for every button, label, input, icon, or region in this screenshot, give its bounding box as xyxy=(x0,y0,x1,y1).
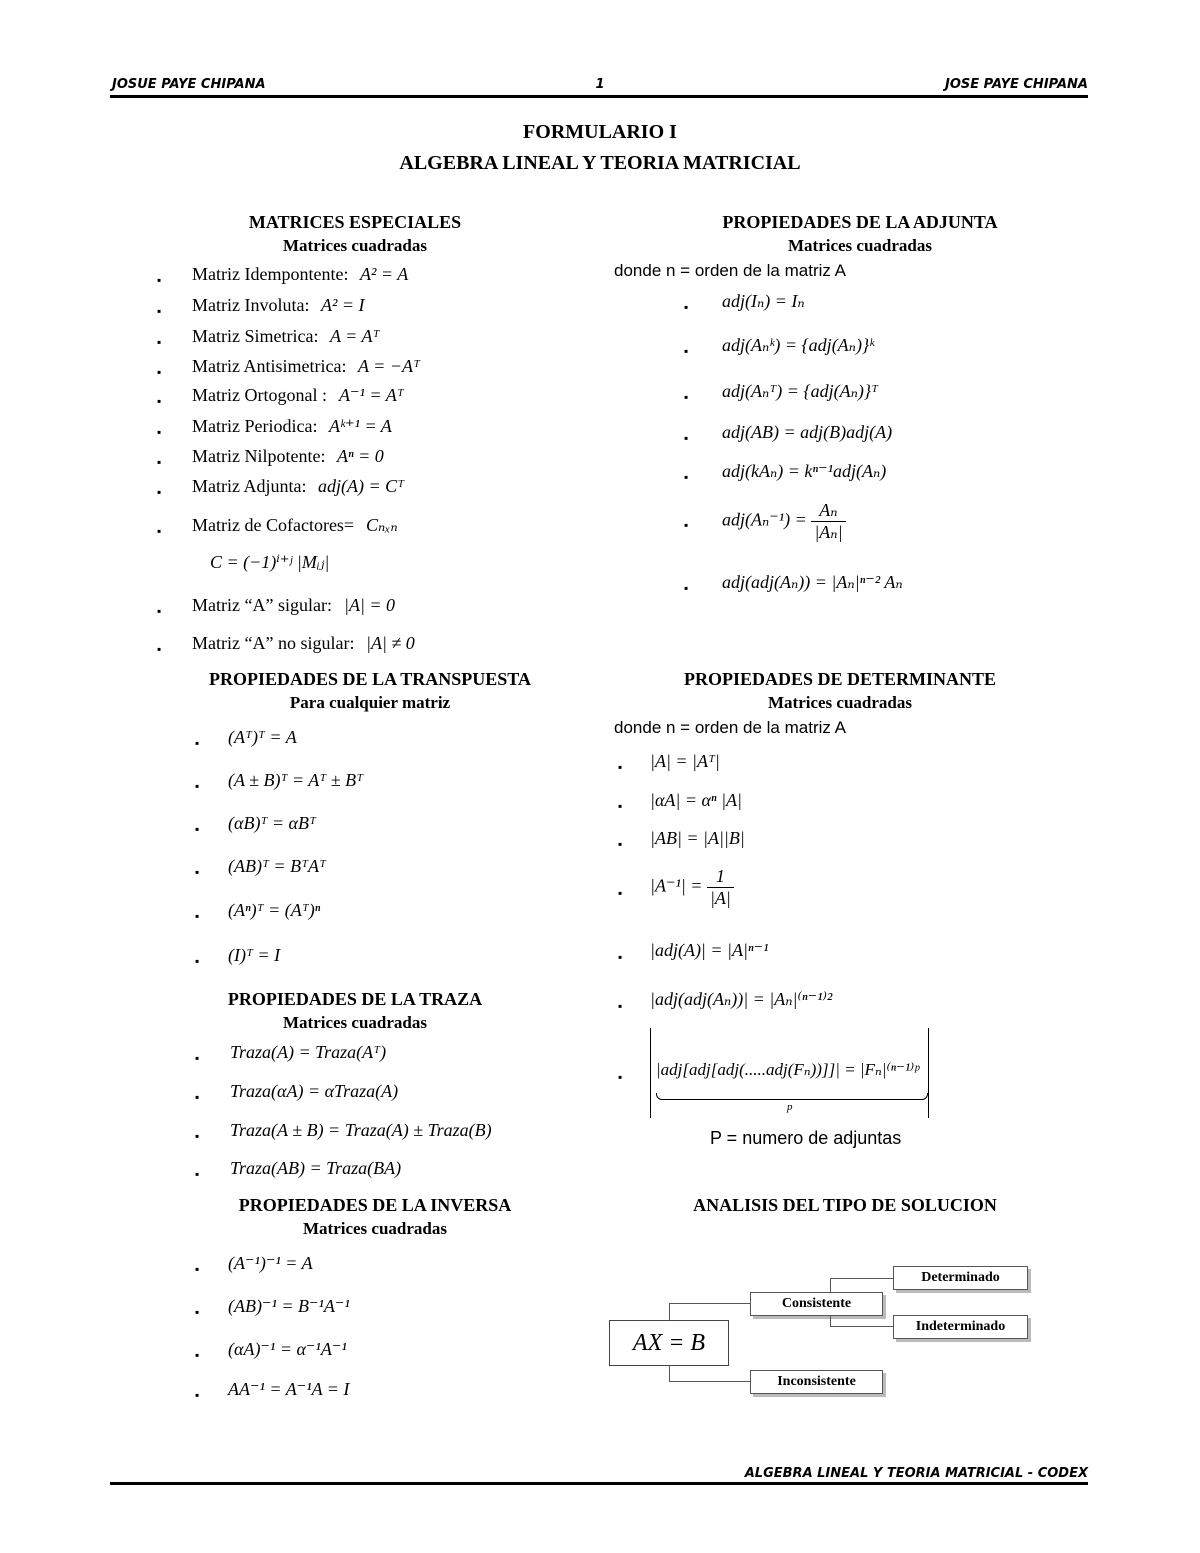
determinante-note: donde n = orden de la matriz A xyxy=(614,718,847,737)
bullet: ▪ xyxy=(195,954,200,968)
especial-formula: Aⁿ = 0 xyxy=(337,446,384,466)
bullet: ▪ xyxy=(618,1070,623,1084)
especial-formula: Aᵏ⁺¹ = A xyxy=(329,416,392,436)
formula-item: AA⁻¹ = A⁻¹A = I xyxy=(228,1379,350,1399)
determinado-box: Determinado xyxy=(893,1266,1028,1290)
bullet: ▪ xyxy=(157,394,162,408)
formula-item: (Aⁿ)ᵀ = (Aᵀ)ⁿ xyxy=(228,900,321,920)
bullet: ▪ xyxy=(195,865,200,879)
root-box: AX = B xyxy=(609,1320,729,1366)
bullet: ▪ xyxy=(195,1129,200,1143)
especial-label: Matriz de Cofactores= xyxy=(192,515,355,535)
transpuesta-section xyxy=(150,667,590,715)
especial-formula: Cₙₓₙ xyxy=(366,515,398,535)
header-author-right: JOSE PAYE CHIPANA xyxy=(945,77,1088,92)
formula-item: adj(Aₙᵀ) = {adj(Aₙ)}ᵀ xyxy=(722,381,879,401)
bullet: ▪ xyxy=(684,390,689,404)
bullet: ▪ xyxy=(157,365,162,379)
formula-item: adj(Iₙ) = Iₙ xyxy=(722,291,805,311)
especial-label: Matriz Ortogonal : xyxy=(192,385,327,405)
connector xyxy=(830,1316,893,1327)
bullet: ▪ xyxy=(195,909,200,923)
especial-formula: C = (−1)ⁱ⁺ʲ |Mᵢⱼ| xyxy=(210,552,330,572)
formula-item: |AB| = |A||B| xyxy=(650,828,745,848)
inversa-sub: Matrices cuadradas xyxy=(302,1219,447,1238)
bullet: ▪ xyxy=(684,300,689,314)
bullet: ▪ xyxy=(684,431,689,445)
determinante-section xyxy=(630,667,1050,715)
bullet: ▪ xyxy=(618,950,623,964)
abs-bar-left xyxy=(650,1028,653,1118)
inconsistente-box: Inconsistente xyxy=(750,1370,883,1394)
transpuesta-heading: PROPIEDADES DE LA TRANSPUESTA xyxy=(209,669,531,689)
adjunta-inverse: adj(Aₙ⁻¹) = $\frac{\text{Aₙ}}{\text{|Aₙ|}}$ xyxy=(722,500,846,543)
determinante-sub: Matrices cuadradas xyxy=(767,693,912,712)
adjunta-adjadj: adj(adj(Aₙ)) = |Aₙ|ⁿ⁻² Aₙ xyxy=(722,572,903,592)
solucion-heading: ANALISIS DEL TIPO DE SOLUCION xyxy=(693,1195,997,1215)
bullet: ▪ xyxy=(195,1051,200,1065)
adjunta-sub: Matrices cuadradas xyxy=(787,236,932,255)
formula-item: (Aᵀ)ᵀ = A xyxy=(228,727,297,747)
especial-label: Matriz Simetrica: xyxy=(192,326,319,346)
bullet: ▪ xyxy=(618,799,623,813)
especial-formula: adj(A) = Cᵀ xyxy=(318,476,405,496)
especiales-heading: MATRICES ESPECIALES xyxy=(248,212,462,232)
especiales-section xyxy=(170,210,540,258)
determinante-adj2: |adj(adj(Aₙ))| = |Aₙ|⁽ⁿ⁻¹⁾² xyxy=(650,989,833,1009)
underbrace xyxy=(656,1093,928,1100)
bullet: ▪ xyxy=(195,1305,200,1319)
formula-item: Traza(A ± B) = Traza(A) ± Traza(B) xyxy=(230,1120,492,1140)
formula-item: (AB)⁻¹ = B⁻¹A⁻¹ xyxy=(228,1296,350,1316)
formula-item: Traza(αA) = αTraza(A) xyxy=(230,1081,399,1101)
title-line-2: ALGEBRA LINEAL Y TEORIA MATRICIAL xyxy=(399,152,801,174)
especial-formula: A = Aᵀ xyxy=(330,326,380,346)
underbrace-label: p xyxy=(787,1101,793,1113)
inversa-section xyxy=(170,1193,580,1241)
bullet: ▪ xyxy=(684,581,689,595)
formula-item: adj(AB) = adj(B)adj(A) xyxy=(722,422,893,442)
especial-formula: |A| = 0 xyxy=(344,595,396,615)
consistente-box: Consistente xyxy=(750,1292,883,1316)
bullet: ▪ xyxy=(195,1348,200,1362)
title-line-1: FORMULARIO I xyxy=(523,121,677,143)
especial-formula: A² = I xyxy=(321,295,365,315)
inversa-heading: PROPIEDADES DE LA INVERSA xyxy=(238,1195,512,1215)
especial-label: Matriz Periodica: xyxy=(192,416,318,436)
indeterminado-box: Indeterminado xyxy=(893,1315,1028,1339)
bullet: ▪ xyxy=(195,1262,200,1276)
determinante-adj1: |adj(A)| = |A|ⁿ⁻¹ xyxy=(650,940,769,960)
adjunta-heading: PROPIEDADES DE LA ADJUNTA xyxy=(722,212,998,232)
formula-item: Traza(A) = Traza(Aᵀ) xyxy=(230,1042,387,1062)
bullet: ▪ xyxy=(157,455,162,469)
connector xyxy=(669,1365,750,1382)
bullet: ▪ xyxy=(618,886,623,900)
especial-label: Matriz “A” sigular: xyxy=(192,595,332,615)
bullet: ▪ xyxy=(684,344,689,358)
bullet: ▪ xyxy=(157,604,162,618)
bullet: ▪ xyxy=(157,425,162,439)
header-rule xyxy=(110,95,1088,98)
especial-label: Matriz Antisimetrica: xyxy=(192,356,347,376)
connector xyxy=(830,1278,893,1293)
connector xyxy=(669,1303,750,1321)
formula-item: (I)ᵀ = I xyxy=(228,945,281,965)
bullet: ▪ xyxy=(157,524,162,538)
bullet: ▪ xyxy=(195,1167,200,1181)
formula-item: (A ± B)ᵀ = Aᵀ ± Bᵀ xyxy=(228,770,364,790)
formula-item: |αA| = αⁿ |A| xyxy=(650,790,742,810)
formula-item: (αB)ᵀ = αBᵀ xyxy=(228,813,316,833)
formula-item: (AB)ᵀ = BᵀAᵀ xyxy=(228,856,326,876)
especial-label: Matriz Adjunta: xyxy=(192,476,307,496)
bullet: ▪ xyxy=(157,273,162,287)
traza-section xyxy=(170,987,540,1035)
especial-formula: A² = A xyxy=(360,264,409,284)
formula-item: (αA)⁻¹ = α⁻¹A⁻¹ xyxy=(228,1339,347,1359)
bullet: ▪ xyxy=(195,736,200,750)
page-number: 1 xyxy=(595,77,605,92)
bullet: ▪ xyxy=(684,518,689,532)
bullet: ▪ xyxy=(684,470,689,484)
especial-formula: A = −Aᵀ xyxy=(358,356,420,376)
bullet: ▪ xyxy=(618,760,623,774)
especial-label: Matriz “A” no sigular: xyxy=(192,633,355,653)
traza-heading: PROPIEDADES DE LA TRAZA xyxy=(227,989,483,1009)
bullet: ▪ xyxy=(195,822,200,836)
especial-formula: A⁻¹ = Aᵀ xyxy=(339,385,404,405)
bullet: ▪ xyxy=(157,304,162,318)
especial-label: Matriz Nilpotente: xyxy=(192,446,326,466)
header-author-left: JOSUE PAYE CHIPANA xyxy=(112,77,266,92)
traza-sub: Matrices cuadradas xyxy=(282,1013,427,1032)
bullet: ▪ xyxy=(195,1388,200,1402)
bullet: ▪ xyxy=(157,642,162,656)
adjunta-section xyxy=(650,210,1070,258)
determinante-inverse: |A⁻¹| = $\frac{1}{|A|}$ xyxy=(650,866,734,909)
bullet: ▪ xyxy=(157,485,162,499)
transpuesta-sub: Para cualquier matriz xyxy=(289,693,451,712)
determinante-adjp: |adj[adj[adj(.....adj(Fₙ))]]| = |Fₙ|⁽ⁿ⁻¹⁾ᵖ xyxy=(656,1060,920,1079)
formula-item: adj(Aₙᵏ) = {adj(Aₙ)}ᵏ xyxy=(722,335,875,355)
page-header xyxy=(112,77,1088,93)
adjunta-note: donde n = orden de la matriz A xyxy=(614,261,847,280)
bullet: ▪ xyxy=(618,837,623,851)
formula-item: adj(kAₙ) = kⁿ⁻¹adj(Aₙ) xyxy=(722,461,887,481)
especial-label: Matriz Involuta: xyxy=(192,295,310,315)
determinante-heading: PROPIEDADES DE DETERMINANTE xyxy=(683,669,997,689)
abs-bar-right xyxy=(928,1028,931,1118)
formula-item: |A| = |Aᵀ| xyxy=(650,751,720,771)
formula-item: (A⁻¹)⁻¹ = A xyxy=(228,1253,313,1273)
especiales-sub: Matrices cuadradas xyxy=(282,236,427,255)
bullet: ▪ xyxy=(195,779,200,793)
page-footer: ALGEBRA LINEAL Y TEORIA MATRICIAL - CODEX xyxy=(744,1466,1088,1481)
bullet: ▪ xyxy=(157,335,162,349)
especial-formula: |A| ≠ 0 xyxy=(366,633,415,653)
bullet: ▪ xyxy=(195,1090,200,1104)
formula-item: Traza(AB) = Traza(BA) xyxy=(230,1158,402,1178)
especial-label: Matriz Idempontente: xyxy=(192,264,349,284)
determinante-pnote: P = numero de adjuntas xyxy=(710,1128,902,1148)
bullet: ▪ xyxy=(618,999,623,1013)
footer-rule xyxy=(110,1482,1088,1485)
